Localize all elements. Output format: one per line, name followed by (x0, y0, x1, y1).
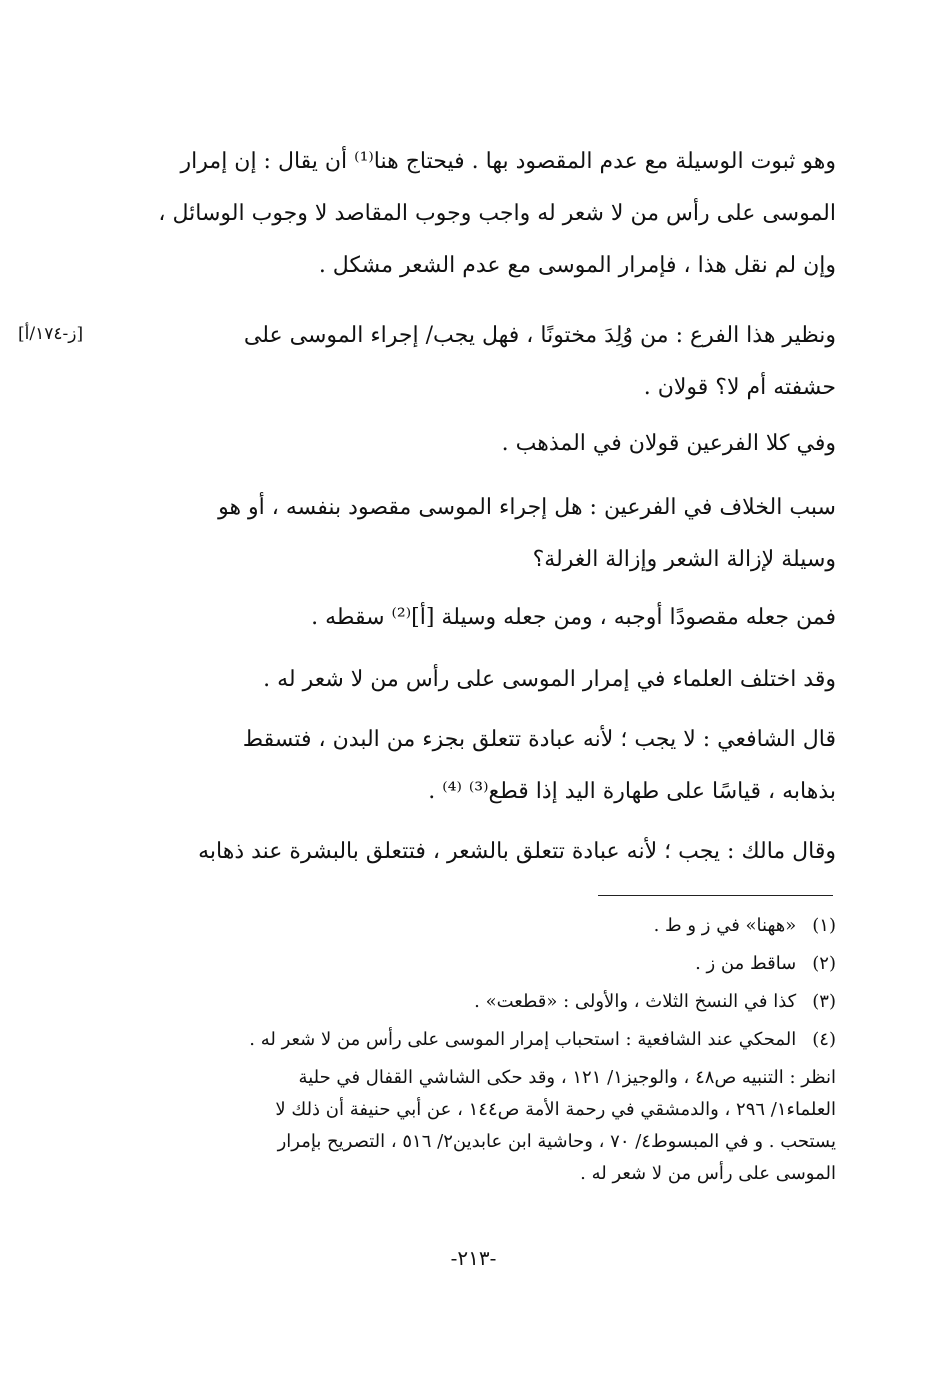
text-line: وفي كلا الفرعين قولان في المذهب . (501, 431, 836, 456)
paragraph-8 (126, 826, 836, 878)
manuscript-folio-note: [ز-١٧٤/أ] (18, 324, 84, 344)
footnote-line: انظر : التنبيه ص٤٨ ، والوجيز١/ ١٢١ ، وقد حكى الشاشي القفال في حلية (298, 1067, 836, 1088)
footnote-2 (126, 948, 836, 980)
footnote-3 (126, 986, 836, 1018)
text-line: وسيلة لإزالة الشعر وإزالة الغرلة؟ (532, 547, 836, 572)
footnote-4 (126, 1024, 836, 1056)
paragraph-7 (126, 714, 836, 818)
footnote-line: يستحب . و في المبسوط٤/ ٧٠ ، وحاشية ابن عابدين٢/ ٥١٦ ، التصريح بإمرار (277, 1131, 836, 1152)
text-line: وهو ثبوت الوسيلة مع عدم المقصود بها . فيحتاج هنا⁽¹⁾ أن يقال : إن إمرار (180, 149, 836, 174)
paragraph-5 (126, 592, 836, 644)
paragraph-6 (126, 654, 836, 706)
paragraph-3 (126, 418, 836, 470)
text-line: وقال مالك : يجب ؛ لأنه عبادة تتعلق بالشعر ، فتتعلق بالبشرة عند ذهابه (198, 839, 836, 864)
footnote-line: العلماء١/ ٢٩٦ ، والدمشقي في رحمة الأمة ص١٤٤ ، عن أبي حنيفة أن ذلك لا (275, 1099, 836, 1120)
text-line: سبب الخلاف في الفرعين : هل إجراء الموسى مقصود بنفسه ، أو هو (218, 495, 836, 520)
footnote-separator (598, 895, 833, 896)
footnote-text: ساقط من ز . (695, 953, 797, 974)
text-line: قال الشافعي : لا يجب ؛ لأنه عبادة تتعلق بجزء من البدن ، فتسقط (242, 727, 836, 752)
text-line: الموسى على رأس من لا شعر له واجب وجوب المقاصد لا وجوب الوسائل ، (158, 201, 836, 226)
footnote-text: «ههنا» في ز و ط . (653, 915, 797, 936)
text-line: بذهابه ، قياسًا على طهارة اليد إذا قطع⁽³⁾ ⁽⁴⁾ . (428, 779, 836, 804)
footnote-1 (126, 910, 836, 942)
text-line: ونظير هذا الفرع : من وُلِدَ مختونًا ، فهل يجب/ إجراء الموسى على (243, 323, 836, 348)
footnote-text: كذا في النسخ الثلاث ، والأولى : «قطعت» . (474, 991, 797, 1012)
footnote-number: (٤) (812, 1029, 836, 1050)
footnote-4-continuation (126, 1062, 836, 1190)
paragraph-4 (126, 482, 836, 586)
paragraph-1 (126, 136, 836, 292)
text-line: وقد اختلف العلماء في إمرار الموسى على رأس من لا شعر له . (263, 667, 836, 692)
text-line: وإن لم نقل هذا ، فإمرار الموسى مع عدم الشعر مشكل . (318, 253, 836, 278)
page-number: -٢١٣- (450, 1246, 497, 1270)
footnote-line: الموسى على رأس من لا شعر له . (580, 1163, 836, 1184)
footnote-number: (٢) (812, 953, 836, 974)
text-line: فمن جعله مقصودًا أوجبه ، ومن جعله وسيلة [أ]⁽²⁾ سقطه . (311, 605, 836, 630)
text-line: حشفته أم لا؟ قولان . (643, 375, 836, 400)
footnote-text: المحكي عند الشافعية : استحباب إمرار الموسى على رأس من لا شعر له . (249, 1029, 797, 1050)
paragraph-2 (126, 310, 836, 414)
footnote-number: (٣) (812, 991, 836, 1012)
footnote-number: (١) (812, 915, 836, 936)
